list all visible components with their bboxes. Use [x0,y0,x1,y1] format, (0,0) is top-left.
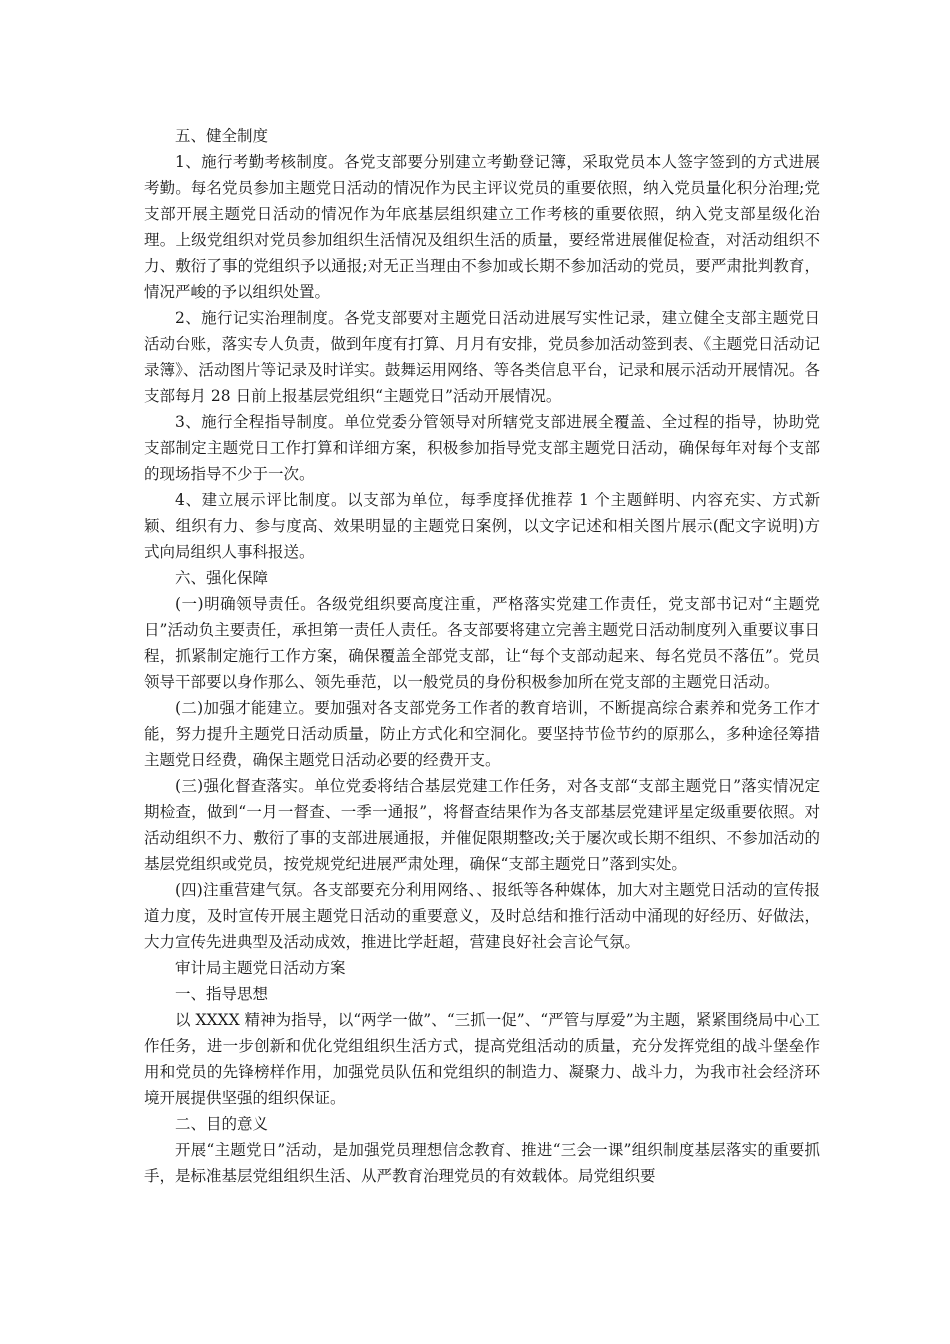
paragraph: 2、施行记实治理制度。各党支部要对主题党日活动进展写实性记录，建立健全支部主题党日活动台账，落实专人负责，做到年度有打算、月月有安排，党员参加活动签到表、《主题党日活动记录簿》、活动图片等记录及时详实。鼓舞运用网络、等各类信息平台，记录和展示活动开展情况。各支部每月 28 日前上报基层党组织“主题党日”活动开展情况。 [144,309,820,405]
paragraph: 开展“主题党日”活动，是加强党员理想信念教育、推进“三会一课”组织制度基层落实的重要抓手，是标准基层党组组织生活、从严教育治理党员的有效载体。局党组织要 [144,1141,820,1185]
document-body [144,123,820,1189]
paragraph: (一)明确领导责任。各级党组织要高度注重，严格落实党建工作责任，党支部书记对“主题党日”活动负主要责任，承担第一责任人责任。各支部要将建立完善主题党日活动制度列入重要议事日程，抓紧制定施行工作方案，确保覆盖全部党支部，让“每个支部动起来、每名党员不落伍”。党员领导干部要以身作那么、领先垂范，以一般党员的身份积极参加所在党支部的主题党日活动。 [144,595,820,691]
paragraph: 3、施行全程指导制度。单位党委分管领导对所辖党支部进展全覆盖、全过程的指导，协助党支部制定主题党日工作打算和详细方案，积极参加指导党支部主题党日活动，确保每年对每个支部的现场指导不少于一次。 [144,413,820,483]
paragraph: 1、施行考勤考核制度。各党支部要分别建立考勤登记簿，采取党员本人签字签到的方式进展考勤。每名党员参加主题党日活动的情况作为民主评议党员的重要依照，纳入党员量化积分治理;党支部开展主题党日活动的情况作为年底基层组织建立工作考核的重要依照，纳入党支部星级化治理。上级党组织对党员参加组织生活情况及组织生活的质量，要经常进展催促检查，对活动组织不力、敷衍了事的党组织予以通报;对无正当理由不参加或长期不参加活动的党员，要严肃批判教育，情况严峻的予以组织处置。 [144,153,820,301]
document-title: 审计局主题党日活动方案 [175,959,346,977]
section-heading: 一、指导思想 [175,985,269,1003]
paragraph: 4、建立展示评比制度。以支部为单位，每季度择优推荐 1 个主题鲜明、内容充实、方式新颖、组织有力、参与度高、效果明显的主题党日案例，以文字记述和相关图片展示(配文字说明)方式向局组织人事科报送。 [144,491,820,561]
paragraph: (四)注重营建气氛。各支部要充分利用网络、、报纸等各种媒体，加大对主题党日活动的宣传报道力度，及时宣传开展主题党日活动的重要意义，及时总结和推行活动中涌现的好经历、好做法，大力宣传先进典型及活动成效，推进比学赶超，营建良好社会言论气氛。 [144,881,820,951]
paragraph: (三)强化督查落实。单位党委将结合基层党建工作任务，对各支部“支部主题党日”落实情况定期检查，做到“一月一督查、一季一通报”，将督查结果作为各支部基层党建评星定级重要依照。对活动组织不力、敷衍了事的支部进展通报，并催促限期整改;关于屡次或长期不组织、不参加活动的基层党组织或党员，按党规党纪进展严肃处理，确保“支部主题党日”落到实处。 [144,777,820,873]
paragraph: 以 XXXX 精神为指导，以“两学一做”、“三抓一促”、“严管与厚爱”为主题，紧紧围绕局中心工作任务，进一步创新和优化党组组织生活方式，提高党组活动的质量，充分发挥党组的战斗堡垒作用和党员的先锋榜样作用，加强党员队伍和党组织的制造力、凝聚力、战斗力，为我市社会经济环境开展提供坚强的组织保证。 [144,1011,820,1107]
section-heading: 六、强化保障 [175,569,269,587]
section-heading: 五、健全制度 [175,127,269,145]
section-heading: 二、目的意义 [175,1115,269,1133]
paragraph: (二)加强才能建立。要加强对各支部党务工作者的教育培训，不断提高综合素养和党务工作才能，努力提升主题党日活动质量，防止方式化和空洞化。要坚持节俭节约的原那么，多种途径筹措主题党日经费，确保主题党日活动必要的经费开支。 [144,699,820,769]
